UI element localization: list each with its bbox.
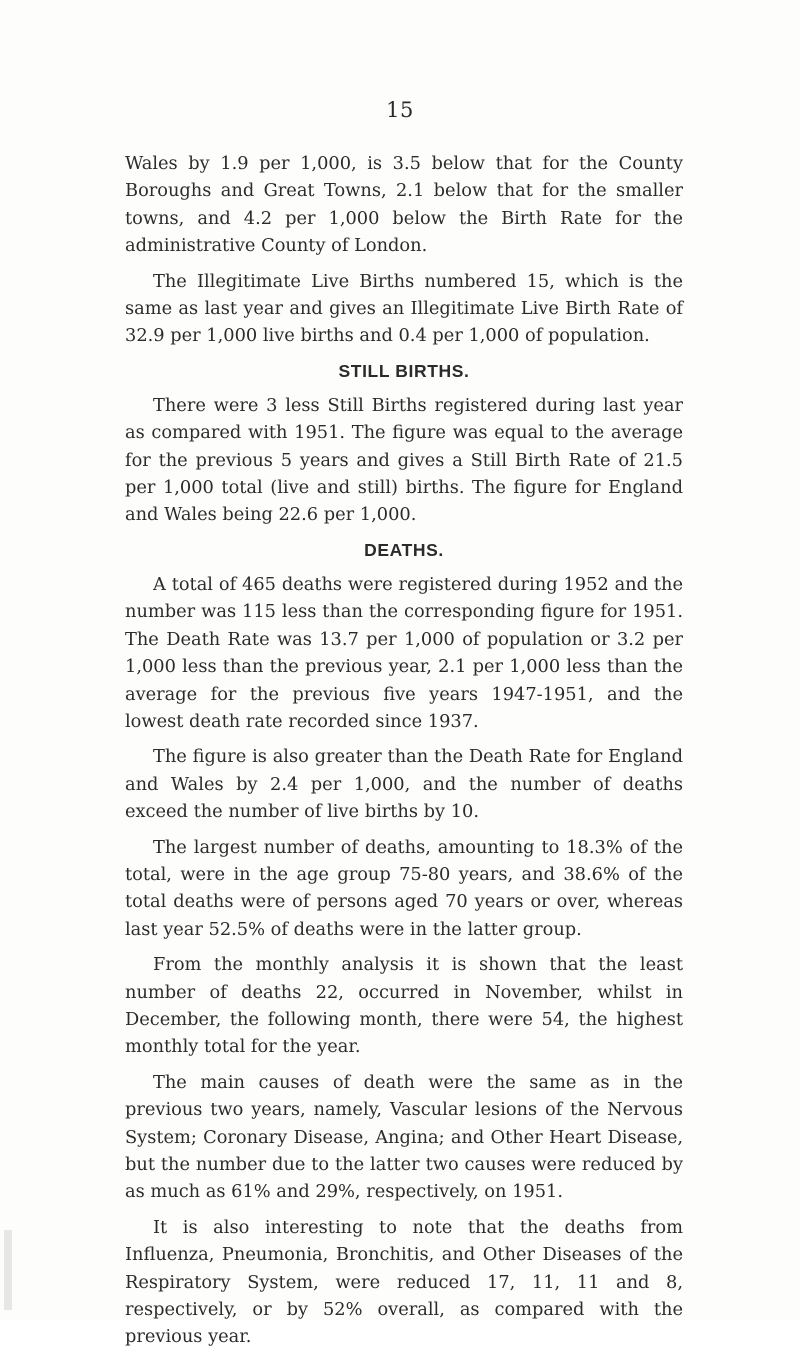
heading-deaths: DEATHS. xyxy=(364,539,444,560)
page-number: 15 xyxy=(386,98,414,122)
page-body xyxy=(125,150,683,1359)
paragraph-deaths-respiratory: It is also interesting to note that the deaths from Influenza, Pneumonia, Bronchitis, and Other Diseases of the Respiratory System, were reduced 17, 11, 11 and 8, respectively, or by 52% overall, as compared with the previous year. xyxy=(125,1216,683,1348)
paragraph-illegitimate-births: The Illegitimate Live Births numbered 15, which is the same as last year and gives an Illegitimate Live Birth Rate of 32.9 per 1,000 live births and 0.4 per 1,000 of population. xyxy=(125,270,683,347)
paragraph-deaths-comparison: The figure is also greater than the Death Rate for England and Wales by 2.4 per 1,000, and the number of deaths exceed the number of live births by 10. xyxy=(125,746,683,823)
paragraph-deaths-monthly: From the monthly analysis it is shown that the least number of deaths 22, occurred in November, whilst in December, the following month, there were 54, the highest monthly total for the year. xyxy=(125,954,683,1058)
paragraph-deaths-causes: The main causes of death were the same as in the previous two years, namely, Vascular lesions of the Nervous System; Coronary Disease, Angina; and Other Heart Disease, but the number due to the latter two causes were reduced by as much as 61% and 29%, respectively, on 1951. xyxy=(125,1071,683,1203)
paragraph-birth-rate-comparison: Wales by 1.9 per 1,000, is 3.5 below that for the County Boroughs and Great Towns, 2.1 below that for the smaller towns, and 4.2 per 1,000 below the Birth Rate for the administrative County of London. xyxy=(125,153,683,257)
paragraph-deaths-age-groups: The largest number of deaths, amounting to 18.3% of the total, were in the age group 75-80 years, and 38.6% of the total deaths were of persons aged 70 years or over, whereas last year 52.5% of deaths were in the latter group. xyxy=(125,836,683,940)
heading-still-births: STILL BIRTHS. xyxy=(338,360,470,381)
paragraph-still-births: There were 3 less Still Births registered during last year as compared with 1951. The figure was equal to the average for the previous 5 years and gives a Still Birth Rate of 21.5 per 1,000 total (live and still) births. The figure for England and Wales being 22.6 per 1,000. xyxy=(125,394,683,526)
paragraph-deaths-total: A total of 465 deaths were registered during 1952 and the number was 115 less than the corresponding figure for 1951. The Death Rate was 13.7 per 1,000 of population or 3.2 per 1,000 less than the previous year, 2.1 per 1,000 less than the average for the previous five years 1947-1951, and the lowest death rate recorded since 1937. xyxy=(125,573,683,732)
scan-edge-mark xyxy=(4,1230,12,1310)
